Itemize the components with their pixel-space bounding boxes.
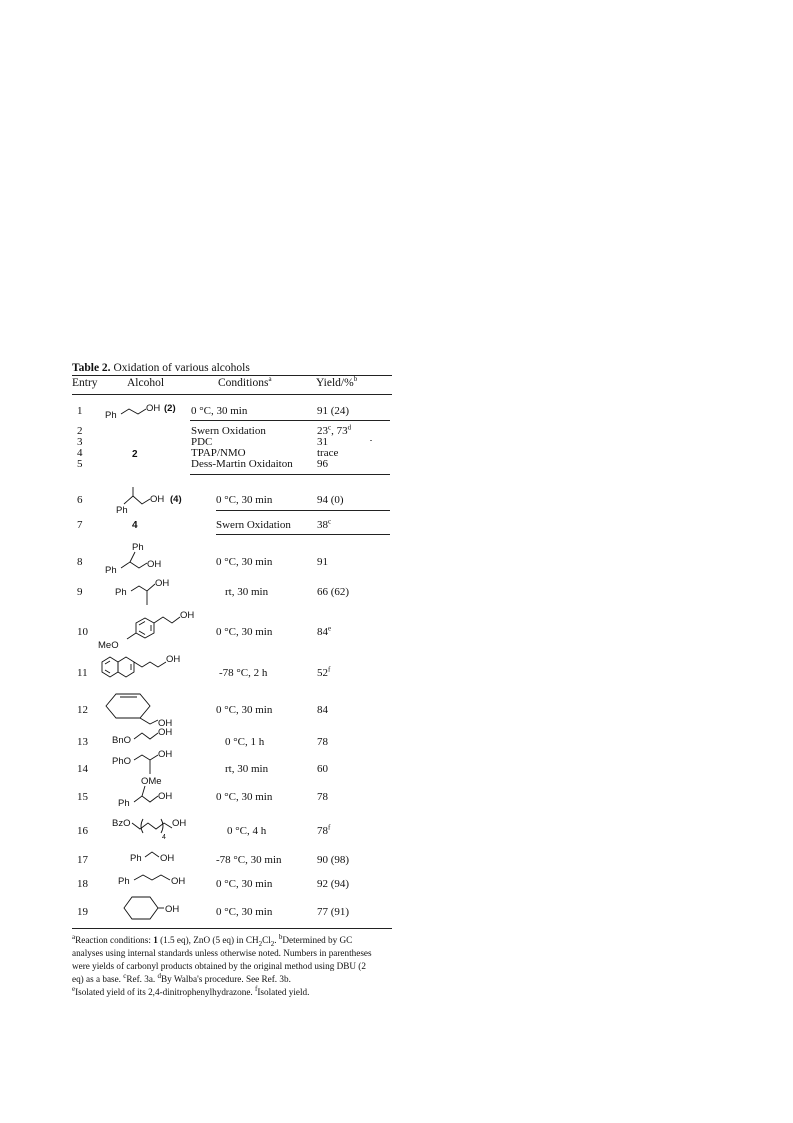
structure-entry-11 [100,650,210,684]
yield: 52$^f$ [317,665,331,679]
conditions: 0 °C, 30 min [216,791,273,803]
conditions: rt, 30 min [225,586,269,598]
divider [190,474,390,475]
svg-text:Ph: Ph [132,542,144,553]
structure-entry-8 [102,540,182,576]
entry-number: 14 [77,763,88,775]
bottom-rule [72,928,392,929]
svg-text:OH: OH [160,853,175,864]
structure-entry-15 [112,775,202,811]
structure-entry-18 [116,867,206,891]
caption-text: Oxidation of various alcohols [113,362,250,374]
entry-number: 10 [77,626,88,638]
conditions: -78 °C, 2 h [219,667,268,679]
svg-text:PhO: PhO [112,756,132,767]
yield: 94 (0) [317,494,344,506]
entry-number: 6 [77,494,83,506]
header-entry: Entry [72,377,98,389]
entry-number: 1 [77,405,83,417]
yield: 90 (98) [317,854,350,866]
structure-entry-9 [112,576,182,610]
conditions: -78 °C, 30 min [216,854,282,866]
conditions: 0 °C, 30 min [216,556,273,568]
scan-speck [370,440,372,441]
svg-text:4: 4 [162,834,166,841]
divider [190,420,390,421]
caption-label: Table 2. [72,362,111,374]
structure-entry-19 [118,892,208,924]
yield: 38$^c$ [317,517,332,531]
svg-text:OH: OH [155,578,170,589]
svg-text:OH: OH [158,727,173,738]
yields-2-5: 23$^c$, 73$^d$ 31 trace 96 [317,423,352,470]
svg-text:OH: OH [165,904,180,915]
structure-entry-1 [102,400,192,422]
divider [216,534,390,535]
structure-entry-16 [110,814,210,844]
yield: 91 (24) [317,405,350,417]
entry-number: 9 [77,586,83,598]
yield: 84 [317,704,328,716]
yield: 92 (94) [317,878,350,890]
yield: 78 [317,736,328,748]
yield: 84e [317,624,332,638]
yield: 91 [317,556,328,568]
conditions: 0 °C, 30 min [216,626,273,638]
svg-text:Ph: Ph [116,505,128,516]
entry-number: 12 [77,704,88,716]
conditions: rt, 30 min [225,763,269,775]
structure-entry-6 [102,483,202,517]
svg-text:(4): (4) [170,494,182,505]
svg-text:Ph: Ph [118,876,130,887]
svg-text:BnO: BnO [112,735,132,746]
structure-entry-12 [100,686,190,730]
conditions: Swern Oxidation [216,519,291,531]
svg-text:OH: OH [172,818,187,829]
entry-number: 7 [77,519,83,531]
yield: 60 [317,763,328,775]
entry-number: 13 [77,736,88,748]
svg-text:OH: OH [166,654,181,665]
divider [216,510,390,511]
svg-text:OH: OH [147,559,162,570]
entry-number: 15 [77,791,88,803]
entry-number: 11 [77,667,88,679]
header-rule [72,394,392,395]
header-yield: Yield/%$^b$ [316,375,358,389]
svg-text:OMe: OMe [141,776,162,787]
structure-entry-17 [128,844,198,868]
conditions: 0 °C, 30 min [191,405,248,417]
svg-text:(2): (2) [164,403,176,414]
svg-text:OH: OH [158,791,173,802]
entry-number: 19 [77,906,88,918]
conditions: 0 °C, 30 min [216,906,273,918]
table-caption [72,362,250,374]
yield: 78 [317,791,328,803]
conditions: 0 °C, 30 min [216,878,273,890]
yield: 78$^f$ [317,823,331,837]
svg-text:OH: OH [171,876,186,887]
structure-entry-13 [110,726,200,748]
entry-number: 18 [77,878,88,890]
header-conditions: Conditions$^a$ [218,375,272,389]
compound-ref-4: 4 [132,520,138,531]
conditions: 0 °C, 4 h [227,825,267,837]
svg-text:Ph: Ph [130,853,142,864]
svg-text:OH: OH [150,494,165,505]
svg-text:OH: OH [158,718,173,729]
entry-number: 8 [77,556,83,568]
yield: 66 (62) [317,586,350,598]
svg-text:MeO: MeO [98,640,119,651]
svg-text:Ph: Ph [118,798,130,809]
svg-text:OH: OH [158,749,173,760]
entry-number: 17 [77,854,88,866]
svg-text:Ph: Ph [105,410,117,421]
entry-number: 16 [77,825,88,837]
table-footnotes: $^a$Reaction conditions: 1 (1.5 eq), ZnO (5 eq) in $CH_2Cl_2$. $^b$Determined by GC analyses using internal standards unless otherwise noted. Numbers in parentheses were yields of carbonyl products obtained by the original method using DBU (2 eq) as a base. $^c$Ref. 3a. $^d$By Walba's procedure. See Ref. 3b. $^e$Isolated yield of its 2,4-dinitrophenylhydrazone. $^f$Isolated yield. [72,932,372,997]
svg-text:Ph: Ph [115,587,127,598]
conditions: 0 °C, 1 h [225,736,265,748]
yield: 77 (91) [317,906,350,918]
svg-text:Ph: Ph [105,565,117,576]
svg-text:OH: OH [146,403,161,414]
compound-ref-2: 2 [132,449,138,460]
top-rule [72,375,392,376]
entry-numbers-2-5: 2 3 4 5 [77,425,83,470]
svg-text:BzO: BzO [112,818,131,829]
header-alcohol: Alcohol [127,377,165,389]
conditions: 0 °C, 30 min [216,704,273,716]
conditions-2-5: Swern Oxidation PDC TPAP/NMO Dess-Martin Oxidaiton [191,425,293,470]
conditions: 0 °C, 30 min [216,494,273,506]
structure-entry-10 [94,606,204,654]
svg-text:OH: OH [180,610,195,621]
